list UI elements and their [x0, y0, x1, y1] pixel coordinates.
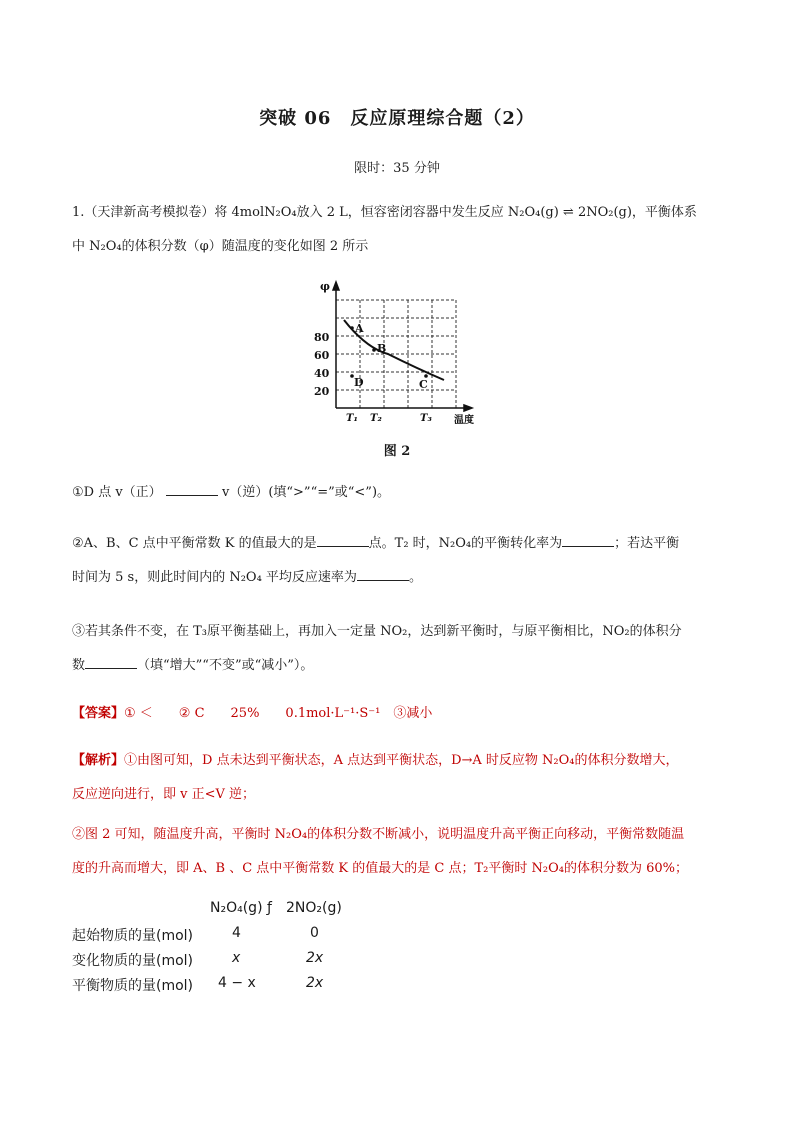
analysis-line-2: 反应逆向进行，即 v 正<V 逆； — [72, 787, 256, 802]
table-header-reactant: N₂O₄(g) ƒ — [210, 900, 272, 916]
row-label: 平衡物质的量(mol) — [72, 978, 194, 994]
question-line-1: 1.（天津新高考模拟卷）将 4molN₂O₄放入 2 L，恒容密闭容器中发生反应 N₂O₄(g) ⇌ 2NO₂(g)，平衡体系 — [72, 205, 697, 220]
sub3-line-1: ③若其条件不变，在 T₃原平衡基础上，再加入一定量 NO₂，达到新平衡时，与原平衡相比，NO₂的体积分 — [72, 624, 682, 639]
row-value-product: 0 — [310, 925, 319, 941]
x-tick-label: T₂ — [370, 413, 382, 424]
point-a-label: A — [355, 322, 364, 335]
row-label: 起始物质的量(mol) — [72, 928, 194, 944]
sub-question-2 — [72, 527, 724, 595]
y-tick-label: 40 — [314, 367, 330, 380]
y-tick-label: 80 — [314, 331, 330, 344]
sub1-text-post: v（逆）(填“>”“=”或“<”)。 — [221, 485, 391, 500]
point-b-marker — [372, 348, 376, 352]
x-tick-label: T₃ — [420, 413, 432, 424]
sub-question-3 — [72, 615, 724, 683]
graph-grid — [336, 300, 456, 408]
row-value-reactant: 4 − x — [218, 975, 256, 991]
analysis2-line-1: ②图 2 可知，随温度升高，平衡时 N₂O₄的体积分数不断减小，说明温度升高平衡正向移动，平衡常数随温 — [72, 827, 685, 842]
y-tick-label: 20 — [314, 385, 330, 398]
analysis-line-1 — [72, 744, 724, 778]
x-tick-label: T₁ — [346, 413, 358, 424]
sub2-line-1 — [72, 527, 724, 561]
sub3-line-2 — [72, 649, 724, 683]
point-d-label: D — [354, 376, 364, 389]
sub2-text: 时间为 5 s，则此时间内的 N₂O₄ 平均反应速率为 — [72, 570, 357, 585]
page-title: 突破 06 反应原理综合题（2） — [259, 108, 535, 129]
point-c-label: C — [419, 378, 428, 391]
answer-text: ① ＜ ② C 25% 0.1mol·L⁻¹·S⁻¹ ③减小 — [124, 706, 433, 721]
sub3-text: 数 — [72, 658, 86, 673]
row-label: 变化物质的量(mol) — [72, 953, 194, 969]
graph-axes — [333, 282, 472, 411]
figure-caption: 图 2 — [383, 444, 411, 459]
answer-blank[interactable] — [317, 532, 369, 547]
sub2-line-2 — [72, 561, 724, 595]
row-value-product: 2x — [306, 975, 324, 991]
answer-blank[interactable] — [166, 481, 218, 496]
question-line-2: 中 N₂O₄的体积分数（φ）随温度的变化如图 2 所示 — [72, 239, 369, 254]
x-axis-label: 温度 — [454, 415, 474, 426]
y-tick-label: 60 — [314, 349, 330, 362]
analysis-text: ①由图可知，D 点未达到平衡状态，A 点达到平衡状态，D→A 时反应物 N₂O₄的体积分数增大， — [124, 753, 679, 768]
sub2-text: 。 — [408, 570, 422, 585]
point-a-marker — [350, 326, 354, 330]
sub1-text-pre: ①D 点 v（正） — [72, 485, 162, 500]
answer-blank[interactable] — [562, 532, 614, 547]
sub-question-1 — [72, 476, 724, 510]
analysis-label: 【解析】 — [72, 753, 125, 768]
answer-label: 【答案】 — [72, 706, 125, 721]
row-value-reactant: 4 — [232, 925, 241, 941]
answer-blank[interactable] — [85, 654, 137, 669]
question-stem — [72, 196, 724, 264]
analysis2-line-2: 度的升高而增大，即 A、B 、C 点中平衡常数 K 的值最大的是 C 点；T₂平衡时 N₂O₄的体积分数为 60%； — [72, 861, 688, 876]
answer-section — [72, 697, 724, 731]
point-b-label: B — [377, 342, 387, 355]
phi-temperature-graph — [306, 278, 486, 428]
table-header-product: 2NO₂(g) — [286, 900, 342, 916]
analysis-part-2 — [72, 818, 724, 886]
sub2-text: 点。T₂ 时，N₂O₄的平衡转化率为 — [368, 536, 563, 551]
analysis-part-1 — [72, 744, 724, 812]
row-value-reactant: x — [232, 950, 241, 966]
answer-blank[interactable] — [357, 566, 409, 581]
row-value-product: 2x — [306, 950, 324, 966]
sub2-text: ；若达平衡 — [614, 536, 680, 551]
y-axis-symbol: φ — [320, 280, 330, 293]
time-limit: 限时：35 分钟 — [354, 161, 440, 176]
sub2-text: ②A、B、C 点中平衡常数 K 的值最大的是 — [72, 536, 317, 551]
sub3-text: （填“增大”“不变”或“减小”）。 — [137, 658, 314, 673]
